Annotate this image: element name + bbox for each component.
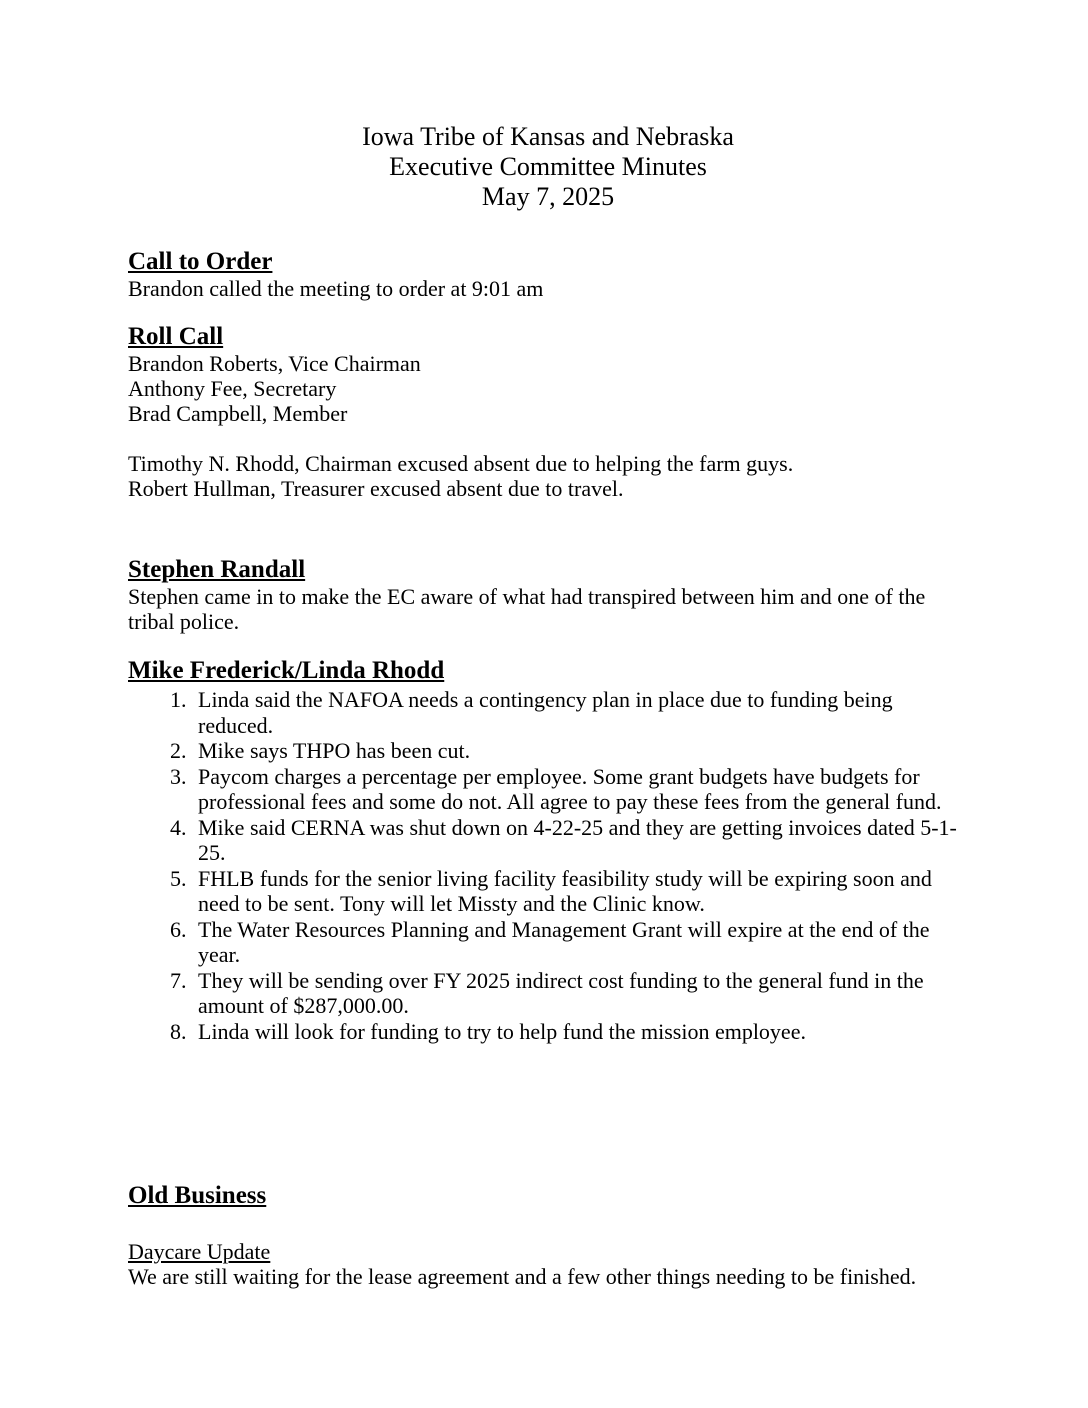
stephen-randall-heading: Stephen Randall	[128, 556, 306, 583]
roll-call-heading: Roll Call	[128, 323, 224, 350]
org-name: Iowa Tribe of Kansas and Nebraska	[362, 122, 734, 151]
roll-call-member: Brad Campbell, Member	[128, 401, 348, 426]
mike-linda-heading: Mike Frederick/Linda Rhodd	[128, 657, 445, 684]
list-item: 3. Paycom charges a percentage per employee. Some grant budgets have budgets for professional fees and some do not. All agree to pay these fees from the general fund.	[192, 764, 968, 815]
section-mike-frederick-linda-rhodd	[128, 656, 968, 1044]
call-to-order-text: Brandon called the meeting to order at 9:01 am	[128, 276, 544, 301]
list-item: 1. Linda said the NAFOA needs a contingency plan in place due to funding being reduced.	[192, 687, 968, 738]
list-item: 2. Mike says THPO has been cut.	[192, 738, 968, 764]
roll-call-member: Anthony Fee, Secretary	[128, 376, 337, 401]
daycare-update-text: We are still waiting for the lease agreement and a few other things needing to be finished.	[128, 1264, 917, 1289]
roll-call-member: Brandon Roberts, Vice Chairman	[128, 351, 421, 376]
document-date: May 7, 2025	[481, 182, 615, 211]
list-item: 6. The Water Resources Planning and Management Grant will expire at the end of the year.	[192, 917, 968, 968]
roll-call-absent: Timothy N. Rhodd, Chairman excused absent due to helping the farm guys.	[128, 451, 794, 476]
list-item: 7. They will be sending over FY 2025 indirect cost funding to the general fund in the amount of $287,000.00.	[192, 968, 968, 1019]
mike-linda-item-list	[128, 687, 968, 1044]
roll-call-absent: Robert Hullman, Treasurer excused absent due to travel.	[128, 476, 624, 501]
list-item: 8. Linda will look for funding to try to help fund the mission employee.	[192, 1019, 968, 1045]
document-header	[128, 122, 968, 212]
section-call-to-order	[128, 247, 968, 301]
list-item: 5. FHLB funds for the senior living facility feasibility study will be expiring soon and need to be sent. Tony will let Missty and the Clinic know.	[192, 866, 968, 917]
call-to-order-heading: Call to Order	[128, 248, 273, 275]
section-roll-call	[128, 322, 968, 501]
daycare-update-subheading: Daycare Update	[128, 1239, 271, 1264]
old-business-heading: Old Business	[128, 1182, 267, 1209]
document-type: Executive Committee Minutes	[389, 152, 707, 181]
section-old-business	[128, 1181, 968, 1289]
stephen-randall-text: Stephen came in to make the EC aware of what had transpired between him and one of the tribal police.	[128, 584, 926, 634]
list-item: 4. Mike said CERNA was shut down on 4-22-25 and they are getting invoices dated 5-1-25.	[192, 815, 968, 866]
section-stephen-randall	[128, 555, 968, 634]
